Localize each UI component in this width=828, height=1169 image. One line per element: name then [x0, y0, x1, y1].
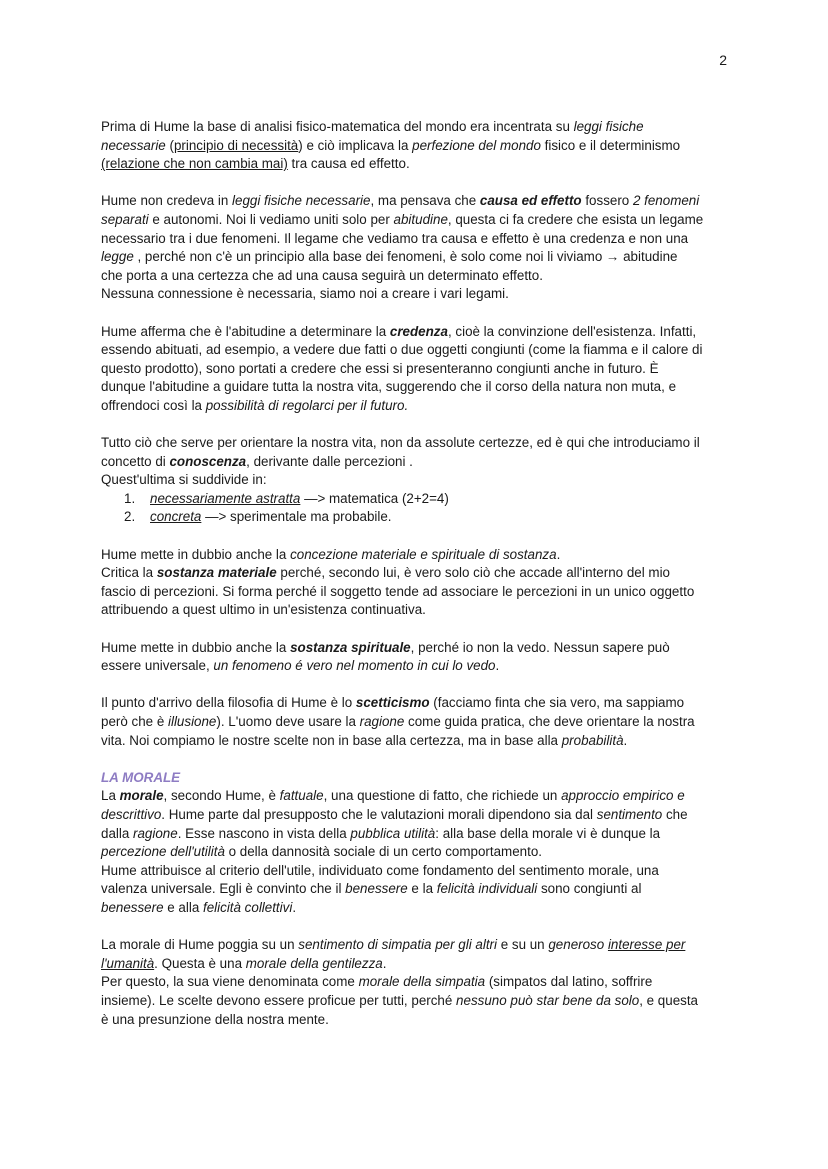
page-number: 2: [719, 52, 727, 68]
text-run: Hume mette in dubbio anche la: [101, 639, 291, 655]
list-text: [150, 490, 449, 509]
text-run: ). L'uomo deve usare la: [216, 714, 360, 729]
text-line: [101, 397, 731, 416]
text-run: (simpatos dal latino, soffrire: [485, 974, 653, 990]
text-line: [101, 434, 731, 453]
text-run: e alla: [163, 899, 203, 915]
text-run: leggi fisiche necessarie: [232, 193, 371, 209]
text-line: [101, 955, 731, 974]
text-run: concreta: [150, 509, 202, 525]
text-run: necessarie: [101, 137, 166, 153]
text-run: , questa ci fa credere che esista un legame: [447, 211, 704, 227]
text-run: . Questa è una: [154, 955, 246, 971]
text-run: perché, secondo lui, è vero solo ciò che accade all'interno del mio: [276, 565, 670, 581]
text-line: [101, 899, 731, 918]
text-run: , e questa: [639, 992, 699, 1008]
text-run: insieme). Le scelte devono essere proficue per tutti, perché: [101, 992, 457, 1008]
text-run: credenza: [389, 323, 448, 339]
section-substance: [101, 546, 731, 751]
section-heading-morale: LA MORALE: [101, 769, 181, 785]
text-line: [101, 341, 731, 360]
text-run: fisico e il determinismo: [540, 137, 681, 153]
text-run: .: [292, 899, 297, 915]
text-run: questo prodotto), sono portati a credere che essi si presenteranno congiunti anche in futuro. È: [101, 360, 659, 376]
section-intro: [101, 118, 731, 490]
paragraph-p3: [101, 323, 731, 416]
text-run: fattuale: [279, 788, 324, 804]
text-run: legge: [101, 249, 134, 265]
text-run: Hume mette in dubbio anche la: [101, 546, 291, 562]
text-run: possibilità di regolarci per il futuro.: [205, 397, 409, 413]
text-run: un fenomeno é vero nel momento in cui lo vedo: [213, 658, 496, 674]
text-run: morale: [119, 788, 164, 804]
text-run: , una questione di fatto, che richiede un: [323, 788, 562, 804]
text-line: [101, 155, 731, 174]
text-run: dalla: [101, 825, 134, 841]
text-run: Prima di Hume la base di analisi fisico-matematica del mondo era incentrata su: [101, 119, 574, 134]
text-run: : alla base della morale vi è dunque la: [435, 825, 661, 841]
text-run: sostanza materiale: [156, 565, 277, 581]
text-run: (: [165, 137, 174, 153]
text-run: però che è: [101, 714, 168, 729]
text-line: [101, 360, 731, 379]
text-run: l'umanità: [101, 955, 155, 971]
text-run: e autonomi. Noi li vediamo uniti solo per: [148, 211, 394, 227]
text-run: attribuendo a quest ultimo in un'esistenza continuativa.: [101, 602, 426, 618]
text-run: morale della gentilezza: [245, 955, 383, 971]
text-run: essendo abituati, ad esempio, a vedere due fatti o due oggetti congiunti (come la fiamma e il calore di: [101, 342, 703, 358]
text-run: descrittivo: [101, 806, 162, 822]
text-run: Hume non credeva in: [101, 193, 233, 209]
text-run: conoscenza: [169, 453, 247, 469]
text-run: sostanza spirituale: [290, 639, 411, 655]
text-run: .: [495, 658, 500, 674]
text-run: , perché non c'è un principio alla base dei fenomeni, è solo come noi li viviamo → abitudine: [133, 249, 678, 265]
text-line: [101, 973, 731, 992]
text-run: vita. Noi compiamo le nostre scelte non in base alla certezza, ma in base alla: [101, 732, 562, 748]
text-run: felicità collettivi: [203, 899, 293, 915]
text-run: che porta a una certezza che ad una causa seguirà un determinato effetto.: [101, 267, 543, 283]
text-run: —> sperimentale ma probabile.: [201, 509, 392, 525]
text-run: benessere: [101, 899, 164, 915]
text-run: .: [623, 732, 628, 748]
paragraph-p6: [101, 639, 731, 676]
text-run: sono congiunti al: [537, 881, 642, 897]
text-run: perfezione del mondo: [412, 137, 541, 153]
text-run: Nessuna connessione è necessaria, siamo noi a creare i vari legami.: [101, 286, 509, 302]
text-run: —> matematica (2+2=4): [300, 490, 449, 506]
text-run: generoso: [548, 937, 605, 953]
text-run: che: [662, 806, 688, 822]
text-line: [101, 211, 731, 230]
text-run: necessariamente astratta: [150, 490, 301, 506]
text-line: [101, 880, 731, 899]
paragraph-p1: [101, 118, 731, 174]
text-run: come guida pratica, che deve orientare la nostra: [404, 714, 695, 729]
text-run: leggi fisiche: [573, 119, 644, 134]
text-line: [101, 825, 731, 844]
text-run: , derivante dalle percezioni .: [246, 453, 413, 469]
text-run: illusione: [168, 714, 217, 729]
text-line: [101, 713, 731, 732]
text-run: ) e ciò implicava la: [298, 137, 413, 153]
paragraph-p9: [101, 936, 731, 1029]
paragraph-p2: [101, 192, 731, 304]
text-run: morale della simpatia: [358, 974, 486, 990]
text-line: [101, 118, 731, 137]
text-line: [101, 583, 731, 602]
text-line: [101, 546, 731, 565]
text-run: concetto di: [101, 453, 170, 469]
text-run: benessere: [345, 881, 408, 897]
text-run: approccio empirico e: [561, 788, 685, 804]
text-run: .: [382, 955, 387, 971]
text-line: [101, 694, 731, 713]
text-run: . Esse nascono in vista della: [177, 825, 351, 841]
list-text: [150, 508, 392, 527]
text-line: [101, 992, 731, 1011]
text-run: Per questo, la sua viene denominata come: [101, 974, 359, 990]
list-item: [101, 508, 731, 527]
text-line: [101, 1011, 731, 1030]
text-run: Critica la: [101, 565, 157, 581]
text-run: dunque l'abitudine a guidare tutta la nostra vita, suggerendo che il corso della natura non muta, e: [101, 379, 677, 395]
text-run: è una presunzione della nostra mente.: [101, 1011, 329, 1027]
text-run: Quest'ultima si suddivide in:: [101, 472, 267, 488]
document-body: [101, 118, 731, 1029]
text-run: offrendoci così la: [101, 397, 206, 413]
text-line: [101, 732, 731, 751]
text-run: Il punto d'arrivo della filosofia di Hume è lo: [101, 695, 356, 711]
text-run: interesse per: [607, 937, 686, 953]
text-run: valenza universale. Egli è convinto che il: [101, 881, 346, 897]
text-run: Hume afferma che è l'abitudine a determinare la: [101, 323, 390, 339]
text-run: necessario tra i due fenomeni. Il legame che vediamo tra causa e effetto è una credenza e non una: [101, 230, 689, 246]
text-run: scetticismo: [355, 695, 430, 711]
knowledge-list: [101, 490, 731, 527]
text-run: (relazione che non cambia mai): [101, 156, 288, 172]
text-run: , cioè la convinzione dell'esistenza. Infatti,: [447, 323, 697, 339]
text-run: .: [556, 546, 561, 562]
text-run: sentimento di simpatia per gli altri: [298, 937, 497, 953]
text-line: [101, 787, 731, 806]
text-run: fascio di percezioni. Si forma perché il soggetto tende ad associare le percezioni in un unico oggetto: [101, 583, 695, 599]
text-run: sentimento: [596, 806, 663, 822]
text-line: [101, 453, 731, 472]
text-line: [101, 378, 731, 397]
text-run: concezione materiale e spirituale di sostanza: [290, 546, 557, 562]
list-number: 2.: [124, 509, 136, 525]
text-run: Hume attribuisce al criterio dell'utile, individuato come fondamento del sentimento morale, una: [101, 862, 659, 878]
text-line: [101, 137, 731, 156]
list-number: 1.: [124, 490, 136, 506]
text-run: , secondo Hume, è: [163, 788, 280, 804]
paragraph-p7: [101, 694, 731, 750]
text-run: fossero: [581, 193, 633, 209]
text-run: ragione: [359, 714, 405, 729]
text-run: , ma pensava che: [370, 193, 480, 209]
paragraph-p5: [101, 546, 731, 620]
text-run: , perché io non la vedo. Nessun sapere può: [410, 639, 670, 655]
text-run: abitudine: [393, 211, 448, 227]
text-run: separati: [101, 211, 149, 227]
text-run: probabilità: [561, 732, 624, 748]
text-run: essere universale,: [101, 658, 214, 674]
text-run: o della dannosità sociale di un certo comportamento.: [224, 844, 542, 860]
list-item: [101, 490, 731, 509]
text-run: principio di necessità: [173, 137, 299, 153]
text-line: [101, 192, 731, 211]
text-run: (facciamo finta che sia vero, ma sappiamo: [429, 695, 685, 711]
text-run: tra causa ed effetto.: [287, 156, 410, 172]
text-run: ragione: [133, 825, 178, 841]
text-run: nessuno può star bene da solo: [456, 992, 640, 1008]
text-run: pubblica utilità: [350, 825, 436, 841]
text-run: e su un: [496, 937, 549, 953]
section-morale: [101, 787, 731, 1029]
text-line: [101, 285, 731, 304]
text-run: percezione dell'utilità: [101, 844, 225, 860]
text-line: [101, 936, 731, 955]
paragraph-p8: [101, 787, 731, 917]
text-run: . Hume parte dal presupposto che le valutazioni morali dipendono sia dal: [161, 806, 597, 822]
text-run: causa ed effetto: [479, 193, 582, 209]
text-line: [101, 248, 731, 267]
text-run: La: [101, 788, 120, 804]
text-line: [101, 843, 731, 862]
text-run: La morale di Hume poggia su un: [101, 937, 299, 953]
text-run: felicità individuali: [436, 881, 538, 897]
text-line: [101, 601, 731, 620]
text-line: [101, 806, 731, 825]
text-line: [101, 639, 731, 658]
text-run: 2 fenomeni: [632, 193, 700, 209]
text-line: [101, 471, 731, 490]
text-run: Tutto ciò che serve per orientare la nostra vita, non da assolute certezze, ed è qui che introduciamo il: [101, 435, 700, 451]
text-line: [101, 862, 731, 881]
text-line: [101, 564, 731, 583]
text-line: [101, 230, 731, 249]
text-line: [101, 657, 731, 676]
text-line: [101, 323, 731, 342]
text-run: e la: [407, 881, 437, 897]
text-line: [101, 267, 731, 286]
paragraph-p4: [101, 434, 731, 490]
